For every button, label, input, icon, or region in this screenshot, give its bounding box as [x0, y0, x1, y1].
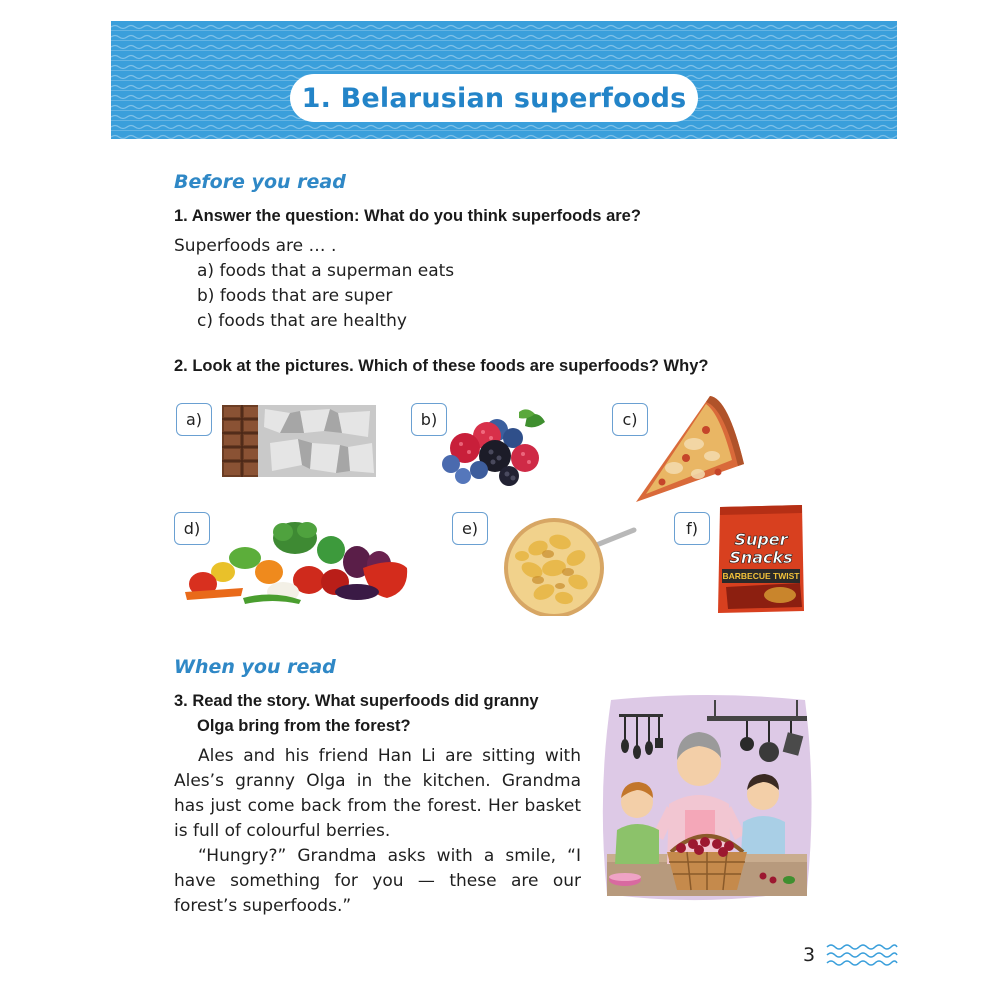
story-text	[174, 744, 581, 919]
q1-option-b: b) foods that are super	[197, 286, 393, 306]
story-paragraph-2: “Hungry?” Grandma asks with a smile, “I have something for you — these are our forest’s superfoods.”	[174, 846, 581, 916]
snack-bag-brand-line1: Super	[734, 530, 788, 549]
berries-image	[435, 408, 547, 490]
q1-option-a: a) foods that a superman eats	[197, 261, 455, 281]
picture-label-e: e)	[452, 512, 488, 545]
snack-bag-image	[716, 503, 806, 615]
question-3-line1: 3. Read the story. What superfoods did granny	[174, 692, 539, 710]
chocolate-bar-image	[220, 403, 378, 479]
picture-label-a: a)	[176, 403, 212, 436]
page-number: 3	[803, 944, 816, 966]
banner-wave-line	[111, 46, 897, 49]
q1-option-c: c) foods that are healthy	[197, 311, 407, 331]
picture-label-d: d)	[174, 512, 210, 545]
question-1: 1. Answer the question: What do you think superfoods are?	[174, 207, 641, 225]
page-title: 1. Belarusian superfoods	[301, 82, 687, 114]
snack-bag-flavor: BARBECUE TWIST	[722, 571, 800, 581]
kitchen-illustration	[597, 694, 817, 908]
title-pill	[290, 74, 698, 122]
question-2: 2. Look at the pictures. Which of these foods are superfoods? Why?	[174, 357, 709, 375]
banner-wave-line	[111, 36, 897, 39]
picture-label-b: b)	[411, 403, 447, 436]
footer-wave-decoration	[825, 942, 899, 970]
question-3-line2: Olga bring from the forest?	[197, 717, 411, 735]
banner-wave-line	[111, 126, 897, 129]
q1-stem: Superfoods are … .	[174, 236, 337, 256]
picture-label-f: f)	[674, 512, 710, 545]
banner-wave-line	[111, 136, 897, 139]
section-heading-before-you-read: Before you read	[174, 171, 346, 193]
banner-wave-line	[111, 66, 897, 69]
section-heading-when-you-read: When you read	[174, 656, 336, 678]
cereal-bowl-image	[502, 512, 640, 616]
vegetables-image	[183, 520, 411, 606]
story-paragraph-1: Ales and his friend Han Li are sitting with Ales’s granny Olga in the kitchen. Grandma has just come back from the forest. Her basket is full of colourful berries.	[174, 746, 581, 841]
picture-label-c: c)	[612, 403, 648, 436]
banner-wave-line	[111, 56, 897, 59]
snack-bag-brand-line2: Snacks	[729, 548, 793, 567]
banner-wave-line	[111, 26, 897, 29]
pizza-slice-image	[632, 394, 750, 506]
